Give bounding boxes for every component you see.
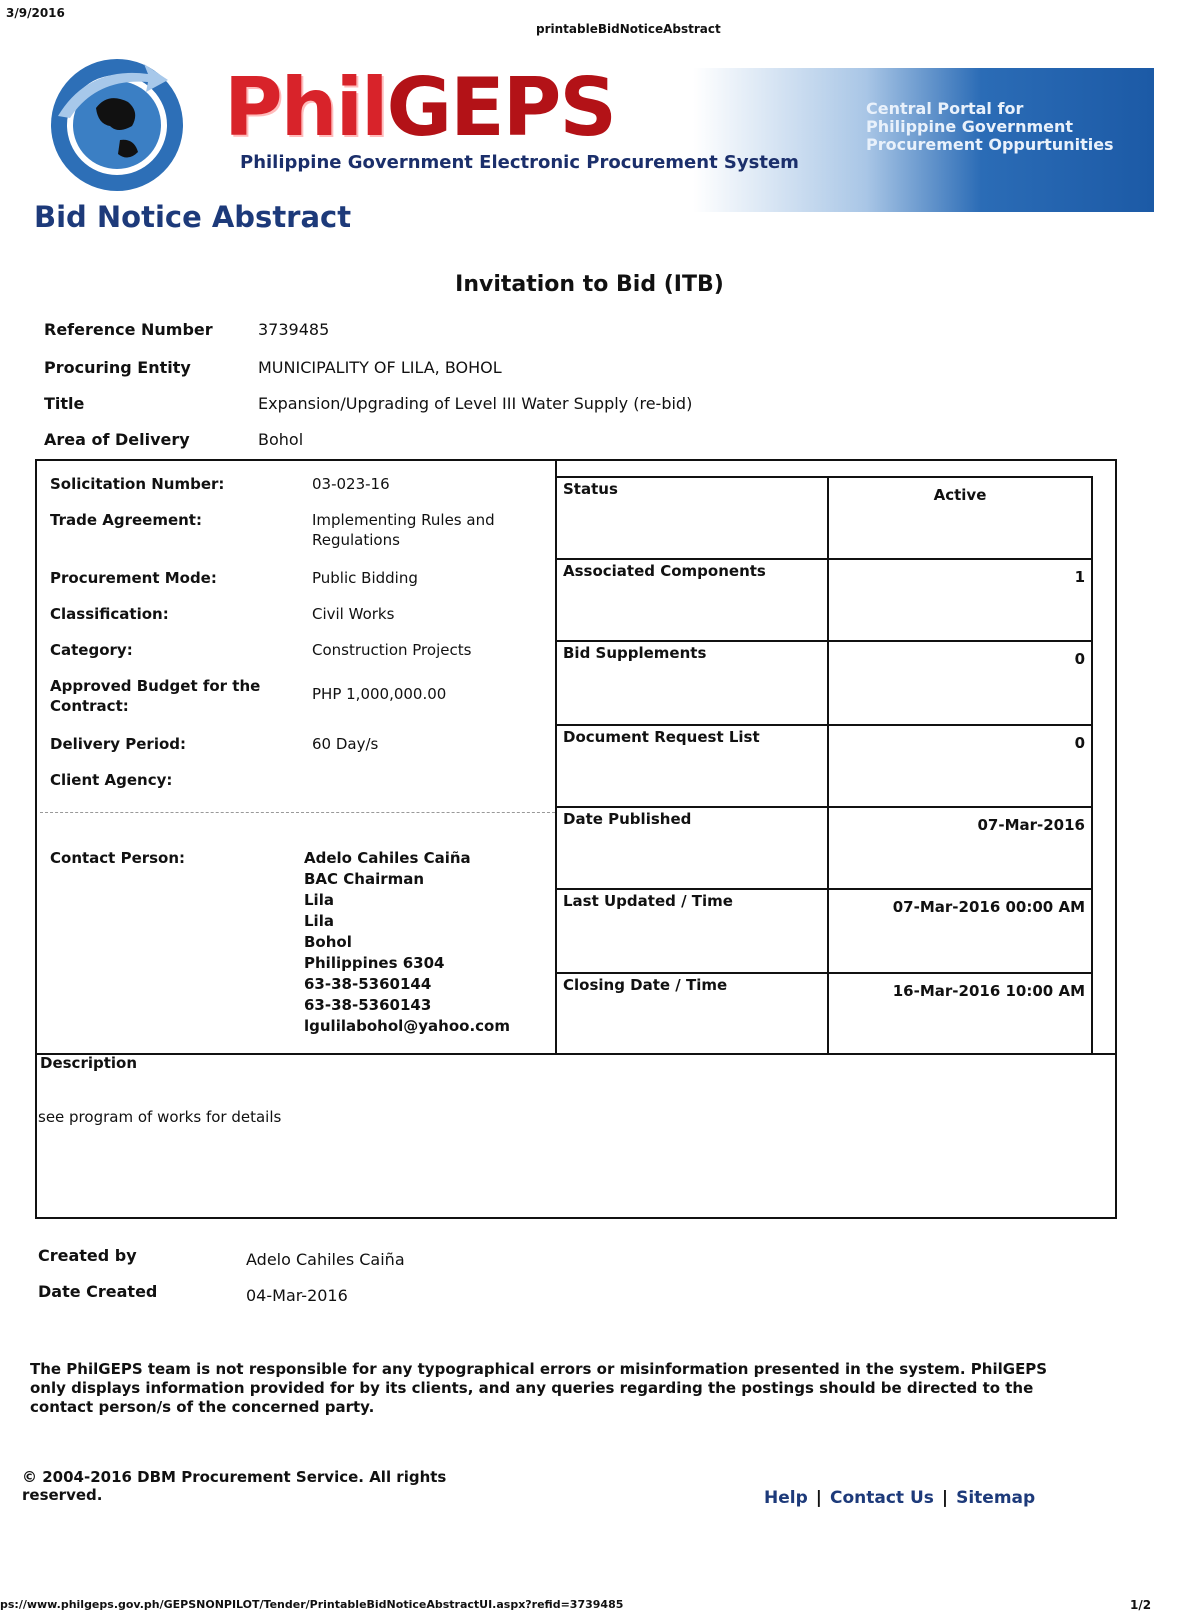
- document-request-value: 0: [827, 724, 1093, 806]
- help-link[interactable]: Help: [764, 1488, 808, 1508]
- closing-date-value: 16-Mar-2016 10:00 AM: [827, 972, 1093, 1054]
- field-value: Implementing Rules and Regulations: [312, 511, 495, 549]
- brand-wordmark: [224, 61, 615, 154]
- field-value: Public Bidding: [312, 569, 418, 587]
- brand-phil: Phil: [224, 61, 387, 154]
- last-updated-label: Last Updated / Time: [557, 888, 827, 972]
- contact-divider: [40, 812, 555, 814]
- field-value: PHP 1,000,000.00: [312, 685, 447, 703]
- contact-line: 63-38-5360143: [304, 996, 432, 1014]
- portal-text: [866, 100, 1114, 154]
- created-by-value: Adelo Cahiles Caiña: [246, 1250, 405, 1269]
- link-separator: |: [815, 1488, 822, 1508]
- brand-geps: GEPS: [386, 61, 615, 154]
- meta-label: Reference Number: [44, 320, 213, 339]
- philgeps-banner: [44, 40, 1154, 212]
- contact-line: Lila: [304, 912, 334, 930]
- meta-value: Bohol: [258, 430, 304, 449]
- field-label: Delivery Period:: [50, 735, 187, 753]
- contact-line: Philippines 6304: [304, 954, 445, 972]
- field-label: Classification:: [50, 605, 169, 623]
- supplements-value: 0: [827, 640, 1093, 724]
- footer-links: [764, 1488, 1035, 1508]
- date-created-label: Date Created: [38, 1282, 158, 1301]
- meta-value: 3739485: [258, 320, 330, 339]
- date-published-label: Date Published: [557, 806, 827, 888]
- description-heading: Description: [40, 1054, 138, 1072]
- portal-line: Central Portal for: [866, 99, 1024, 118]
- field-label: Approved Budget for the Contract:: [50, 677, 261, 715]
- link-separator: |: [941, 1488, 949, 1508]
- page-title: Bid Notice Abstract: [34, 200, 352, 234]
- field-label: Category:: [50, 641, 133, 659]
- contact-line: 63-38-5360144: [304, 975, 432, 993]
- closing-date-label: Closing Date / Time: [557, 972, 827, 1054]
- field-value: Construction Projects: [312, 641, 472, 659]
- sitemap-link[interactable]: Sitemap: [956, 1488, 1036, 1508]
- components-label: Associated Components: [557, 558, 827, 640]
- field-value: Civil Works: [312, 605, 395, 623]
- field-value: 60 Day/s: [312, 735, 379, 753]
- notice-type-heading: Invitation to Bid (ITB): [455, 272, 724, 297]
- print-url: ps://www.philgeps.gov.ph/GEPSNONPILOT/Tender/PrintableBidNoticeAbstractUI.aspx?refid=3739485: [0, 1598, 624, 1611]
- field-label: Procurement Mode:: [50, 569, 217, 587]
- last-updated-value: 07-Mar-2016 00:00 AM: [827, 888, 1093, 972]
- components-value: 1: [827, 558, 1093, 640]
- date-created-value: 04-Mar-2016: [246, 1286, 348, 1305]
- print-page-number: 1/2: [1130, 1598, 1152, 1612]
- meta-label: Procuring Entity: [44, 358, 191, 377]
- portal-line: Philippine Government: [866, 117, 1074, 136]
- meta-value: MUNICIPALITY OF LILA, BOHOL: [258, 358, 502, 377]
- contact-line: BAC Chairman: [304, 870, 425, 888]
- created-by-label: Created by: [38, 1246, 137, 1265]
- disclaimer-text: The PhilGEPS team is not responsible for any typographical errors or misinformation presented in the system. PhilGEPS only displays information provided for by its clients, and any queries regarding the postings should be directed to the contact person/s of the concerned party.: [30, 1360, 1048, 1416]
- meta-label: Area of Delivery: [44, 430, 190, 449]
- contact-line: Adelo Cahiles Caiña: [304, 849, 471, 867]
- document-request-label: Document Request List: [557, 724, 827, 806]
- print-title: printableBidNoticeAbstract: [536, 22, 721, 36]
- philgeps-globe-logo-icon: [48, 56, 186, 194]
- meta-value: Expansion/Upgrading of Level III Water Supply (re-bid): [258, 394, 693, 413]
- contact-us-link[interactable]: Contact Us: [829, 1488, 934, 1508]
- description-text: see program of works for details: [38, 1108, 282, 1126]
- brand-tagline: Philippine Government Electronic Procurement System: [240, 152, 799, 173]
- contact-line: Bohol: [304, 933, 352, 951]
- print-date: 3/9/2016: [6, 6, 65, 20]
- status-value: Active: [827, 476, 1093, 558]
- field-label: Client Agency:: [50, 771, 173, 789]
- field-label: Trade Agreement:: [50, 511, 202, 529]
- meta-label: Title: [44, 394, 85, 413]
- field-label: Solicitation Number:: [50, 475, 225, 493]
- field-label: Contact Person:: [50, 849, 186, 867]
- date-published-value: 07-Mar-2016: [827, 806, 1093, 888]
- contact-line: Lila: [304, 891, 334, 909]
- status-label: Status: [557, 476, 827, 558]
- field-value: 03-023-16: [312, 475, 390, 493]
- contact-details: [304, 848, 544, 1037]
- copyright-text: © 2004-2016 DBM Procurement Service. All rights reserved.: [22, 1468, 447, 1504]
- portal-line: Procurement Oppurtunities: [866, 135, 1114, 154]
- supplements-label: Bid Supplements: [557, 640, 827, 724]
- contact-email: lgulilabohol@yahoo.com: [304, 1017, 510, 1035]
